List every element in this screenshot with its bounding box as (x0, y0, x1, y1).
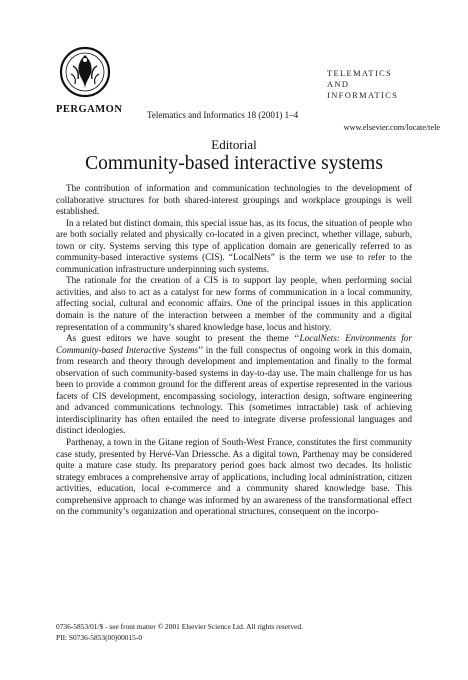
paragraph-text: ’’ in the full conspectus of ongoing work in this domain, from research and theory through development and implementation and finally to the formal observation of such community-based systems in day-to-day use. The main challenge for us has been to provide a common ground for the different areas of expertise represented in the various facets of CIS development, encompassing sociology, interaction design, software engineering and advanced communications technology. This (sometimes intractable) task of achieving interdisciplinarity has often entailed the need to integrate diverse professional languages and distinct ideologies. (56, 344, 412, 436)
journal-url[interactable]: www.elsevier.com/locate/tele (343, 123, 440, 132)
article-title: Community-based interactive systems (85, 153, 383, 174)
pii-identifier: PII: S0736-5853(00)00015-0 (56, 632, 143, 642)
journal-logo-line: TELEMATICS (327, 69, 393, 78)
publisher-logo (54, 46, 116, 98)
article-body (56, 183, 412, 518)
paragraph (56, 333, 412, 437)
page-footer (56, 622, 412, 643)
publisher-seal-icon (59, 46, 111, 98)
journal-logo-line: INFORMATICS (327, 91, 399, 100)
copyright-notice: 0736-5853/01/$ - see front matter © 2001 Elsevier Science Ltd. All rights reserved. (56, 622, 303, 631)
journal-logo (327, 68, 417, 101)
section-label: Editorial (211, 137, 257, 152)
paragraph: In a related but distinct domain, this special issue has, as its focus, the situation of people who are both socially related and physically co-located in a given precinct, whether village, suburb, town or city. Systems serving this type of application domain are generically referred to as community-based interactive systems (CIS). “LocalNets” is the term we use to refer to the communication infrastructure underpinning such systems. (56, 217, 412, 274)
journal-citation: Telematics and Informatics 18 (2001) 1–4 (147, 110, 299, 120)
paragraph: The rationale for the creation of a CIS is to support lay people, when performing social activities, and also to act as a catalyst for new forms of communication in a local community, affecting social, cultural and economic affairs. One of the principal issues in this application domain is the nature of the interaction between a member of the community and a digital representation of a community’s shared knowledge base, locus and history. (56, 275, 412, 332)
page-header (0, 0, 468, 140)
paragraph-text: As guest editors we have sought to present the theme ‘‘ (66, 333, 300, 344)
paragraph: Parthenay, a town in the Gitane region of South-West France, constitutes the first community case study, presented by Hervé-Van Driessche. As a digital town, Parthenay may be considered quite a mature case study. Its preparatory period goes back almost two decades. Its holistic strategy embraces a comprehensive array of applications, including local administration, citizen activities, education, local e-commerce and a community shared knowledge base. This comprehensive approach to change was informed by an awareness of the transformational effect on the community’s organization and operational structures, consequent on the incorpo- (56, 437, 412, 517)
paragraph: The contribution of information and communication technologies to the development of collaborative structures for both shared-interest groupings and workplace groupings is well established. (56, 183, 412, 217)
theme-title: LocalNets: Environments for Community-based Interactive Systems (56, 333, 412, 355)
journal-logo-line: AND (327, 80, 350, 89)
publisher-name: PERGAMON (56, 104, 123, 115)
